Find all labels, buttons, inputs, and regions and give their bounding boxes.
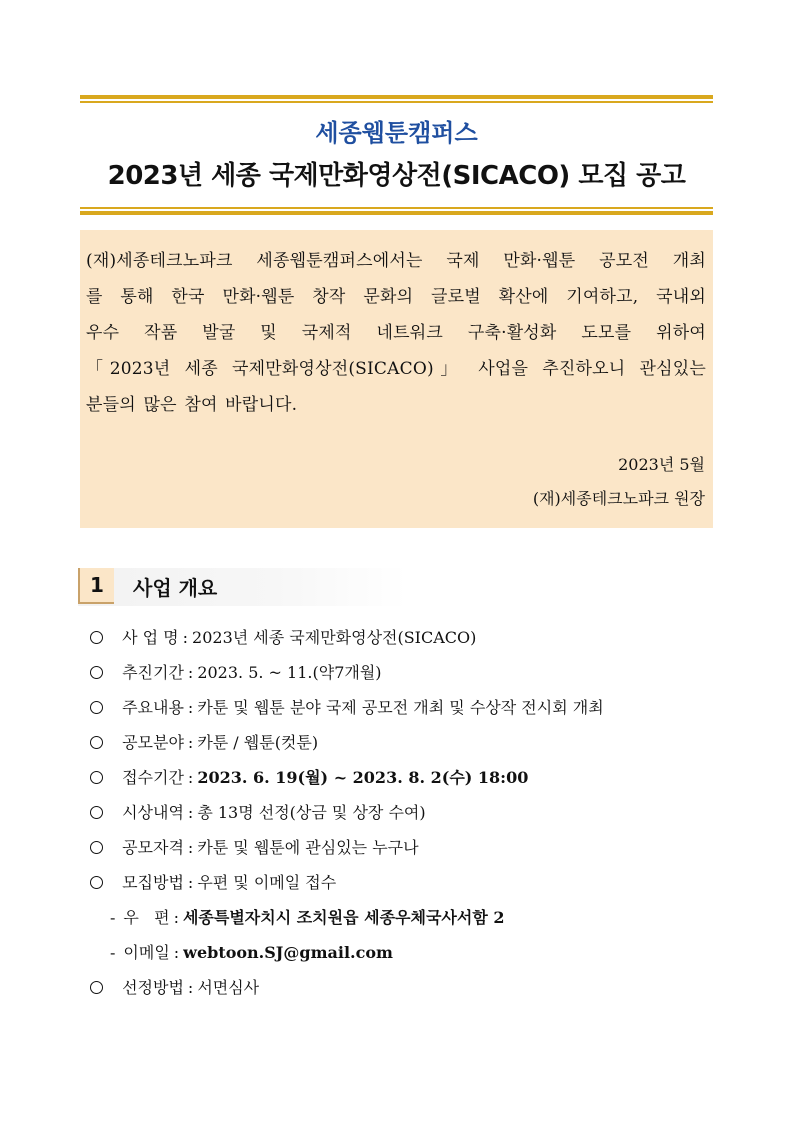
item-label: 공모자격 — [122, 838, 184, 857]
circle-bullet-icon — [90, 631, 103, 644]
circle-bullet-icon — [90, 701, 103, 714]
item-value: 서면심사 — [197, 978, 260, 997]
item-label: 이메일 — [123, 943, 170, 962]
top-rule-thick — [80, 95, 713, 99]
circle-bullet-icon — [90, 736, 103, 749]
list-item — [90, 725, 730, 760]
item-value: 우편 및 이메일 접수 — [197, 873, 337, 892]
item-value: 카툰 및 웹툰 분야 국제 공모전 개최 및 수상작 전시회 개최 — [197, 698, 604, 717]
item-separator: : — [187, 803, 194, 822]
list-item — [90, 620, 730, 655]
section-number: 1 — [78, 568, 114, 604]
announcement-signer: (재)세종테크노파크 원장 — [532, 489, 705, 508]
intro-line: (재)세종테크노파크 세종웹툰캠퍼스에서는 국제 만화·웹툰 공모전 개최 — [86, 251, 706, 271]
item-label: 모집방법 — [122, 873, 184, 892]
bottom-rule-thick — [80, 211, 713, 215]
intro-line: 「2023년 세종 국제만화영상전(SICACO)」 사업을 추진하오니 관심있는 — [86, 359, 706, 379]
sub-list-item — [90, 935, 730, 970]
item-label: 접수기간 — [122, 768, 184, 787]
sub-list-item — [90, 900, 730, 935]
list-item — [90, 865, 730, 900]
circle-bullet-icon — [90, 771, 103, 784]
intro-line: 분들의 많은 참여 바랍니다. — [86, 395, 298, 415]
circle-bullet-icon — [90, 981, 103, 994]
section-heading-band — [78, 568, 408, 606]
item-value: 총 13명 선정(상금 및 상장 수여) — [197, 803, 426, 822]
bottom-rule-thin — [80, 207, 713, 209]
item-separator: : — [187, 663, 194, 682]
item-value: 2023. 5. ~ 11.(약7개월) — [197, 663, 382, 682]
document-subtitle: 세종웹툰캠퍼스 — [315, 119, 478, 147]
item-label: 시상내역 — [122, 803, 184, 822]
dash-bullet: - — [110, 908, 116, 927]
email-link[interactable]: webtoon.SJ@gmail.com — [183, 943, 393, 962]
top-rule-thin — [80, 101, 713, 103]
intro-paragraph — [86, 243, 706, 423]
circle-bullet-icon — [90, 666, 103, 679]
document-title: 2023년 세종 국제만화영상전(SICACO) 모집 공고 — [107, 161, 686, 191]
item-separator: : — [182, 628, 189, 647]
item-separator: : — [173, 908, 179, 927]
item-separator: : — [187, 978, 194, 997]
item-separator: : — [187, 768, 194, 787]
item-value: 2023년 세종 국제만화영상전(SICACO) — [192, 628, 477, 647]
item-separator: : — [187, 873, 194, 892]
circle-bullet-icon — [90, 876, 103, 889]
item-label: 우 편 — [123, 908, 170, 927]
item-separator: : — [187, 698, 194, 717]
item-label: 추진기간 — [122, 663, 184, 682]
list-item — [90, 830, 730, 865]
list-item — [90, 690, 730, 725]
section-title: 사업 개요 — [133, 576, 218, 600]
list-item — [90, 970, 730, 1005]
item-label: 선정방법 — [122, 978, 184, 997]
overview-list — [90, 620, 730, 1005]
item-label: 주요내용 — [122, 698, 184, 717]
dash-bullet: - — [110, 943, 116, 962]
item-separator: : — [187, 733, 194, 752]
circle-bullet-icon — [90, 806, 103, 819]
item-value: 카툰 및 웹툰에 관심있는 누구나 — [197, 838, 419, 857]
intro-line: 를 통해 한국 만화·웹툰 창작 문화의 글로벌 확산에 기여하고, 국내외 — [86, 287, 706, 307]
list-item — [90, 655, 730, 690]
list-item — [90, 760, 730, 795]
item-value: 2023. 6. 19(월) ~ 2023. 8. 2(수) 18:00 — [197, 768, 529, 787]
intro-line: 우수 작품 발굴 및 국제적 네트워크 구축·활성화 도모를 위하여 — [86, 323, 706, 343]
item-separator: : — [187, 838, 194, 857]
item-value: 세종특별자치시 조치원읍 세종우체국사서함 2 — [182, 908, 505, 927]
item-value: 카툰 / 웹툰(컷툰) — [197, 733, 319, 752]
circle-bullet-icon — [90, 841, 103, 854]
item-label: 사 업 명 — [122, 628, 179, 647]
item-separator: : — [173, 943, 180, 962]
announcement-date: 2023년 5월 — [618, 455, 705, 474]
list-item — [90, 795, 730, 830]
item-label: 공모분야 — [122, 733, 184, 752]
